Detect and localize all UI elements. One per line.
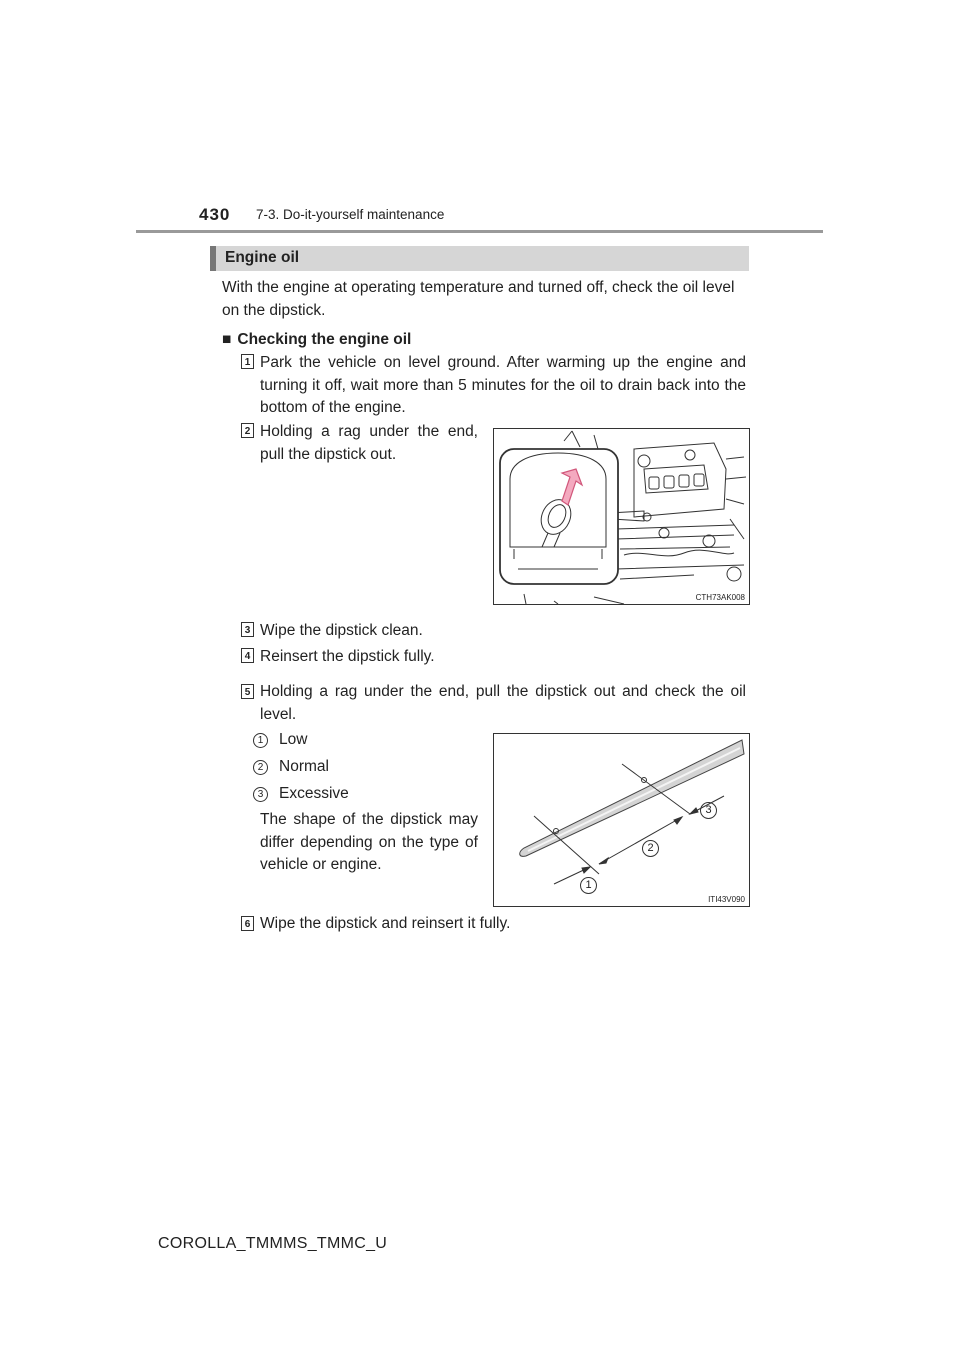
engine-illustration xyxy=(494,429,749,604)
legend-number-3: 3 xyxy=(253,787,268,802)
callout-2: 2 xyxy=(642,840,659,857)
step-number-6: 6 xyxy=(241,916,254,931)
callout-3: 3 xyxy=(700,802,717,819)
dipstick-note: The shape of the dipstick may differ depending on the type of vehicle or engine. xyxy=(260,811,478,873)
square-bullet-icon: ■ xyxy=(222,331,232,348)
section-heading: Engine oil xyxy=(225,249,300,266)
legend-label-normal: Normal xyxy=(279,758,329,775)
legend-number-2: 2 xyxy=(253,760,268,775)
intro-paragraph: With the engine at operating temperature and turned off, check the oil level on the dipstick. xyxy=(222,279,735,319)
footer-document-id: COROLLA_TMMMS_TMMC_U xyxy=(158,1235,388,1252)
step-number-4: 4 xyxy=(241,648,254,663)
step-text-3: Wipe the dipstick clean. xyxy=(260,622,423,639)
step-number-2: 2 xyxy=(241,423,254,438)
legend-label-low: Low xyxy=(279,731,308,748)
step-text-2: Holding a rag under the end, pull the dipstick out. xyxy=(260,423,478,463)
section-heading-bar xyxy=(210,246,749,271)
dipstick-level-figure xyxy=(493,733,750,907)
engine-dipstick-figure xyxy=(493,428,750,605)
subheading xyxy=(222,331,411,349)
step-number-3: 3 xyxy=(241,622,254,637)
figure-code-dipstick: ITI43V090 xyxy=(708,895,745,904)
legend-label-excessive: Excessive xyxy=(279,785,349,802)
step-number-1: 1 xyxy=(241,354,254,369)
callout-1: 1 xyxy=(580,877,597,894)
step-text-5: Holding a rag under the end, pull the dipstick out and check the oil level. xyxy=(260,683,746,723)
section-title: 7-3. Do-it-yourself maintenance xyxy=(256,207,445,222)
step-text-1: Park the vehicle on level ground. After warming up the engine and turning it off, wait more than 5 minutes for the oil to drain back into the bottom of the engine. xyxy=(260,354,746,416)
dipstick-illustration xyxy=(494,734,749,906)
page-number: 430 xyxy=(199,205,231,224)
header-rule xyxy=(136,230,823,233)
step-text-4: Reinsert the dipstick fully. xyxy=(260,648,435,665)
step-text-6: Wipe the dipstick and reinsert it fully. xyxy=(260,915,511,932)
step-number-5: 5 xyxy=(241,684,254,699)
legend-number-1: 1 xyxy=(253,733,268,748)
figure-code-engine: CTH73AK008 xyxy=(695,593,745,602)
subheading-text: Checking the engine oil xyxy=(237,331,412,348)
